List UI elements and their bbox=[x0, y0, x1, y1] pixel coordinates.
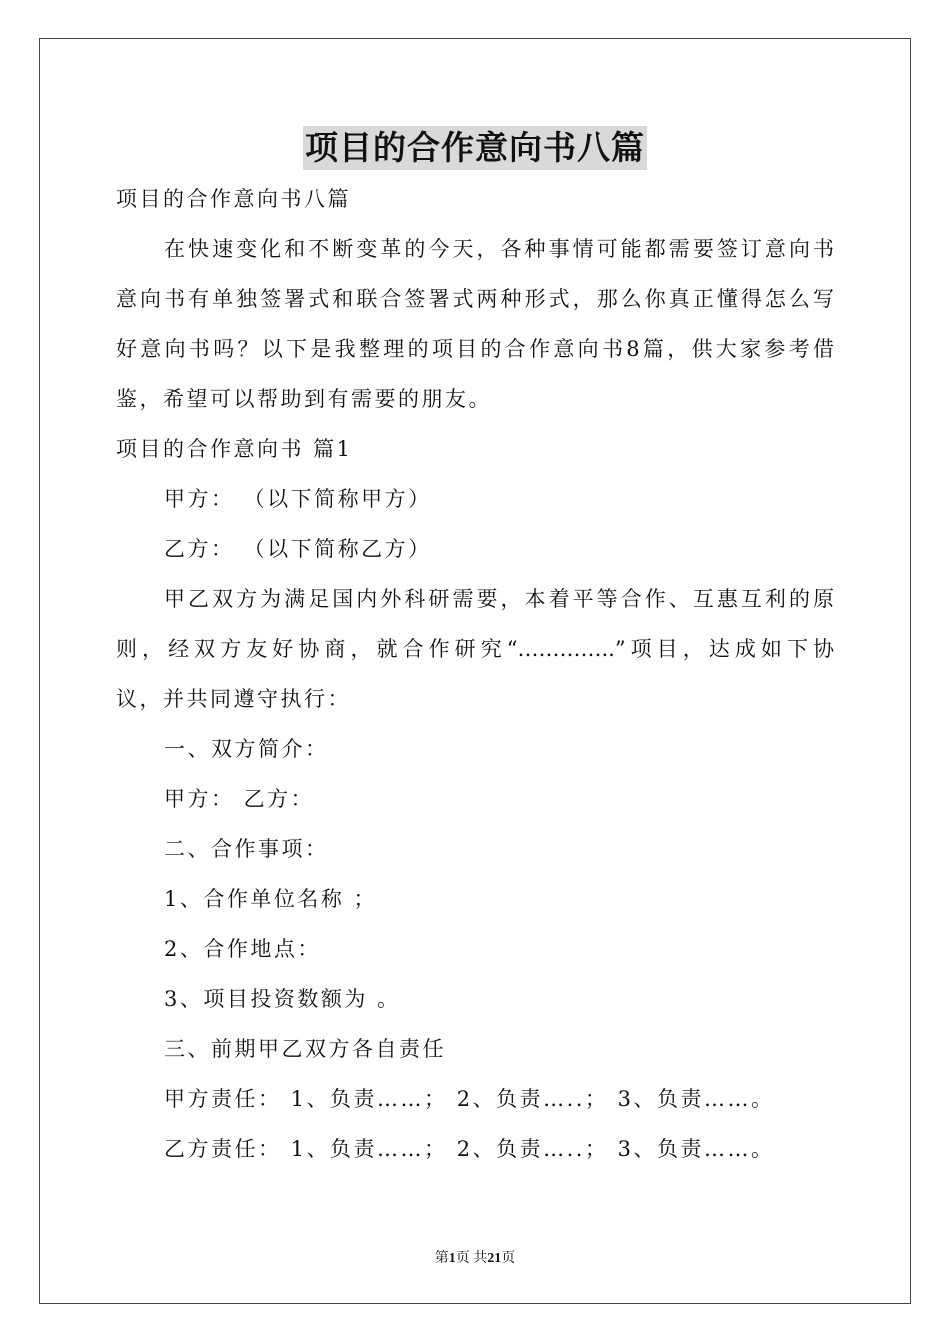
footer-prefix: 第 bbox=[434, 1251, 449, 1266]
footer-mid: 页 共 bbox=[455, 1251, 488, 1266]
item-duties: 三、前期甲乙双方各自责任 bbox=[164, 1037, 446, 1061]
agreement-line-2: 则，经双方友好协商，就合作研究“…………..”项目，达成如下协 bbox=[116, 637, 834, 661]
section-heading: 项目的合作意向书 篇1 bbox=[116, 437, 353, 461]
agreement-line-3: 议，并共同遵守执行： bbox=[116, 687, 351, 711]
document-title-container bbox=[0, 126, 950, 170]
subtitle: 项目的合作意向书八篇 bbox=[116, 187, 351, 211]
party-a-line: 甲方： （以下简称甲方） bbox=[164, 487, 432, 511]
item-matters: 二、合作事项： bbox=[164, 837, 329, 861]
duty-a: 甲方责任： 1、负责……； 2、负责…..； 3、负责……。 bbox=[164, 1087, 775, 1111]
intro-line-4: 鉴，希望可以帮助到有需要的朋友。 bbox=[116, 387, 492, 411]
page-footer bbox=[0, 1247, 950, 1267]
duty-b: 乙方责任： 1、负责……； 2、负责…..； 3、负责……。 bbox=[164, 1137, 775, 1161]
party-b-line: 乙方： （以下简称乙方） bbox=[164, 537, 432, 561]
page-border bbox=[39, 38, 911, 1304]
footer-suffix: 页 bbox=[501, 1251, 516, 1266]
item-intro: 一、双方简介： bbox=[164, 737, 329, 761]
footer-page-number: 1 bbox=[448, 1251, 456, 1266]
item-parties: 甲方： 乙方： bbox=[164, 787, 315, 811]
intro-line-3: 好意向书吗？以下是我整理的项目的合作意向书8篇，供大家参考借 bbox=[116, 337, 834, 361]
item-place: 2、合作地点： bbox=[164, 937, 321, 961]
item-unit: 1、合作单位名称 ； bbox=[164, 887, 378, 911]
document-title: 项目的合作意向书八篇 bbox=[303, 126, 647, 170]
intro-line-2: 意向书有单独签署式和联合签署式两种形式，那么你真正懂得怎么写 bbox=[116, 287, 834, 311]
item-amount: 3、项目投资数额为 。 bbox=[164, 987, 401, 1011]
intro-line-1: 在快速变化和不断变革的今天，各种事情可能都需要签订意向书 bbox=[164, 237, 834, 261]
footer-total-pages: 21 bbox=[487, 1251, 502, 1266]
agreement-line-1: 甲乙双方为满足国内外科研需要，本着平等合作、互惠互利的原 bbox=[164, 587, 834, 611]
